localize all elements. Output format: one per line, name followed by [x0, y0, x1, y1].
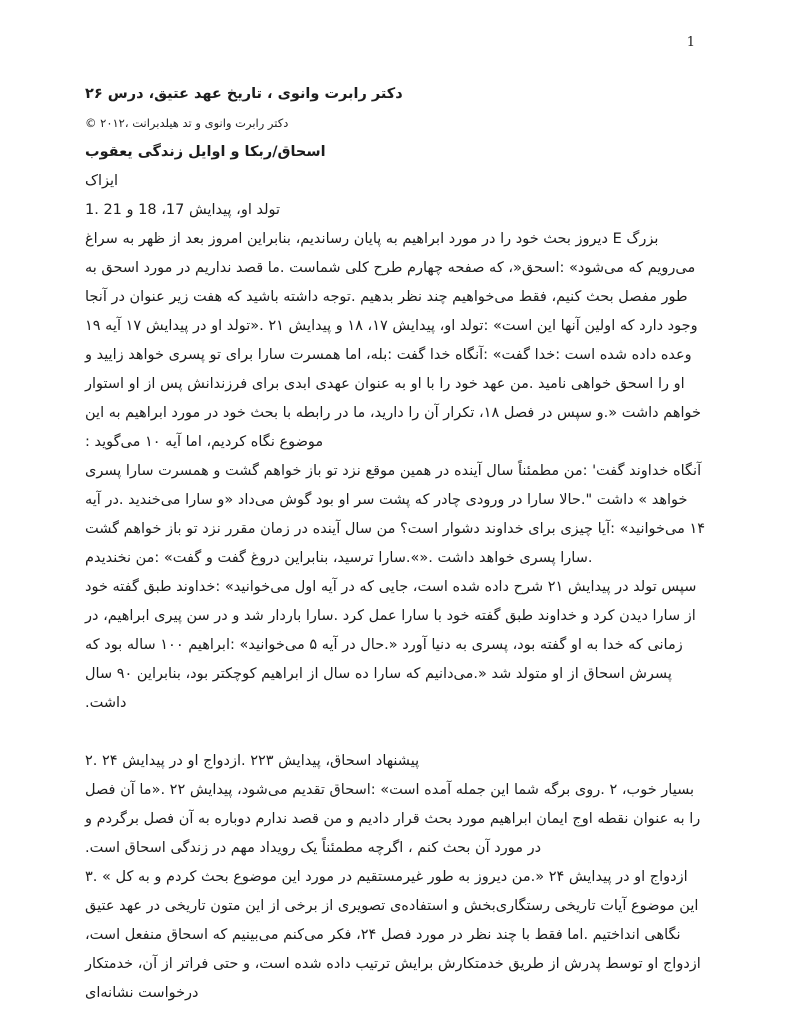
copyright-line: دکتر رابرت وانوی و تد هیلدبرانت ،۲۰۱۲ ©: [85, 116, 289, 130]
page-number: 1: [686, 35, 695, 50]
section2-heading: پیشنهاد اسحاق، پیدایش ۲۲۳ .ازدواج او در پیدایش ۲۴ .۲: [85, 753, 420, 769]
section1-paragraph-3: سپس تولد در پیدایش ۲۱ شرح داده شده است، جایی که در آیه اول می‌خوانید» :خداوند طبق گفته خود از سارا دیدن کرد و خداوند طبق گفته خود با سارا عمل کرد .سارا باردار شد و در سن پیری ابراهیم، در زمانی که خدا به او گفته بود، پسری به دنیا آورد «.حال در آیه ۵ می‌خوانید» :ابراهیم ۱۰۰ ساله بود که پسرش اسحاق از او متولد شد «.می‌دانیم که سارا ده سال از ابراهیم کوچکتر بود، بنابراین ۹۰ سال داشت.: [85, 579, 697, 711]
section2-paragraph-1: بسیار خوب، ۲ .روی برگه شما این جمله آمده است» :اسحاق تقدیم می‌شود، پیدایش ۲۲ .«ما آن فصل را به عنوان نقطه اوج ایمان ابراهیم مورد بحث قرار دادیم و من قصد ندارم دوباره به آن فصل برگردم و در مورد آن بحث کنم ، اگرچه مطمئناً یک رویداد مهم در زندگی اسحاق است.: [85, 782, 701, 856]
document-subtitle: اسحاق/ربکا و اوایل زندگی یعقوب: [85, 144, 326, 160]
document-content: [0, 52, 791, 1008]
document-title: دکتر رابرت وانوی ، تاریخ عهد عتیق، درس ۲۶: [85, 86, 403, 102]
section1-heading: تولد او، پیدایش 17، 18 و 21 .1: [85, 202, 281, 218]
section1-paragraph-1: بزرگ E دیروز بحث خود را در مورد ابراهیم به پایان رساندیم، بنابراین امروز بعد از ظهر به سراغ می‌رویم که می‌شود» :اسحق«، که صفحه چهارم طرح کلی شماست .ما قصد نداریم در مورد اسحق به طور مفصل بحث کنیم، فقط می‌خواهیم چند نظر بدهیم .توجه داشته باشید که هفت زیر عنوان در آنجا وجود دارد که اولین آنها این است» :تولد او، پیدایش ۱۷، ۱۸ و پیدایش ۲۱ .«تولد او در پیدایش ۱۷ آیه ۱۹ وعده داده شده است :خدا گفت» :آنگاه خدا گفت :بله، اما همسرت سارا برای تو پسری خواهد زایید و او را اسحق خواهی نامید .من عهد خود را با او به عنوان عهدی ابدی برای فرزندانش پس از او استوار خواهم داشت «.و سپس در فصل ۱۸، تکرار آن را دارید، ما در رابطه با بحث خود در مورد ابراهیم به این موضوع نگاه کردیم، اما آیه ۱۰ می‌گوید :: [85, 231, 701, 450]
section3-paragraph-1: این موضوع آیات تاریخی رستگاری‌بخش و استفاده‌ی تصویری از برخی از این متون تاریخی در عهد عتیق نگاهی انداختیم .اما فقط با چند نظر در مورد فصل ۲۴، فکر می‌کنم می‌بینیم که اسحاق منفعل است، ازدواج او توسط پدرش از طریق خدمتکارش برایش ترتیب داده شده است، و حتی فراتر از آن، خدمتکار درخواست نشانه‌ای: [85, 898, 701, 1001]
speaker-name: ایزاک: [85, 173, 119, 189]
section3-heading-line: ازدواج او در پیدایش ۲۴ «.من دیروز به طور غیرمستقیم در مورد این موضوع بحث کردم و به کل » .۳: [85, 869, 688, 885]
section1-paragraph-2: آنگاه خداوند گفت' :من مطمئناً سال آینده در همین موقع نزد تو باز خواهم گشت و همسرت سارا پسری خواهد » داشت ".حالا سارا در ورودی چادر که پشت سر او بود گوش می‌داد «و سارا می‌خندید .در آیه ۱۴ می‌خوانید» :آیا چیزی برای خداوند دشوار است؟ من سال آینده در زمان مقرر نزد تو باز خواهم گشت .سارا پسری خواهد داشت .«».سارا ترسید، بنابراین دروغ گفت و گفت» :من نخندیدم: [85, 463, 706, 566]
